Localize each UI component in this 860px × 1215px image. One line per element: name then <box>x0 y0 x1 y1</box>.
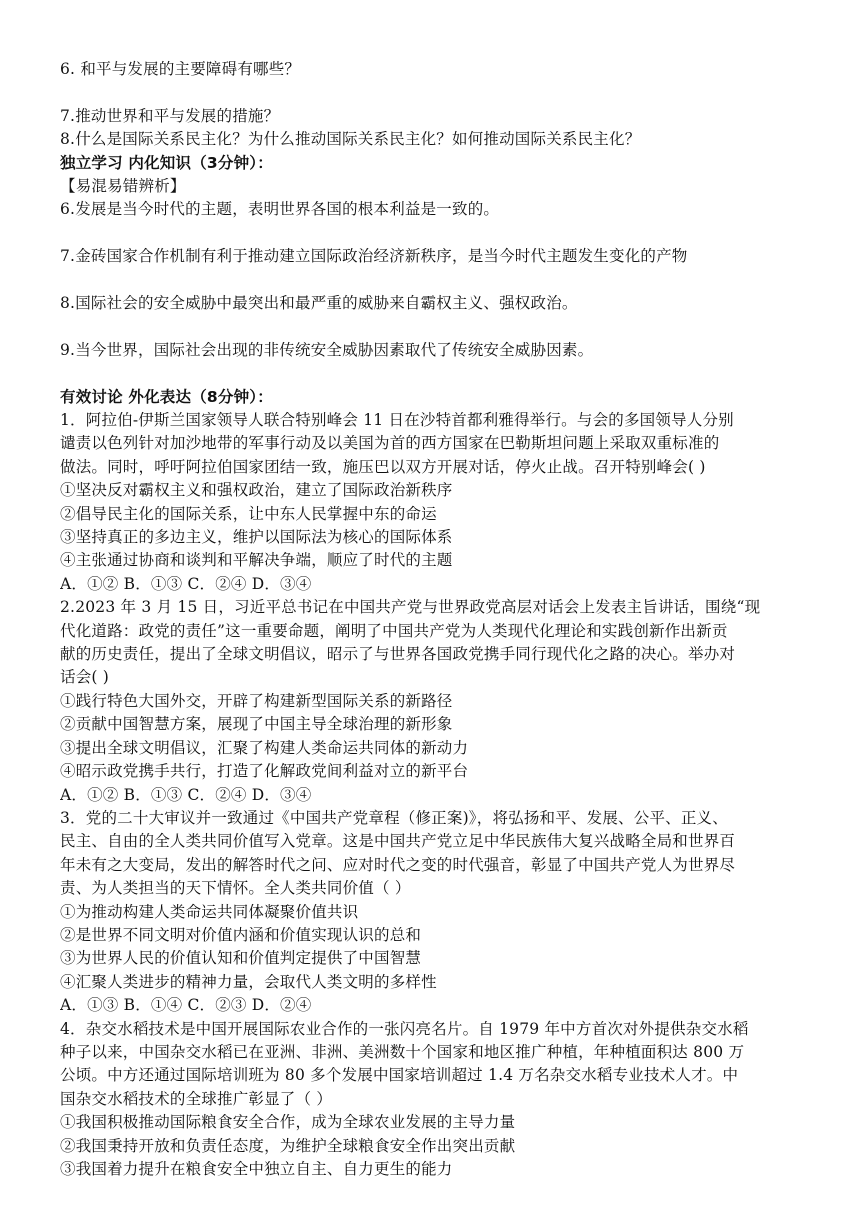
question-option: ②贡献中国智慧方案，展现了中国主导全球治理的新形象 <box>60 715 453 734</box>
section-heading-independent: 独立学习 内化知识（3分钟）： <box>60 153 273 172</box>
question-stem-line: 责、为人类担当的天下情怀。全人类共同价值（ ） <box>60 879 411 898</box>
question-stem-line: 国杂交水稻技术的全球推广彰显了（ ） <box>60 1089 333 1108</box>
question-option: ③提出全球文明倡议，汇聚了构建人类命运共同体的新动力 <box>60 738 469 757</box>
question-option: ④汇聚人类进步的精神力量，会取代人类文明的多样性 <box>60 972 437 991</box>
outline-question-7: 7.推动世界和平与发展的措施？ <box>60 106 280 125</box>
section-subheading: 【易混易错辨析】 <box>60 177 186 196</box>
question-stem-line: 民主、自由的全人类共同价值写入党章。这是中国共产党立足中华民族伟大复兴战略全局和世界百 <box>60 832 736 851</box>
question-option: ①坚决反对霸权主义和强权政治，建立了国际政治新秩序 <box>60 481 453 500</box>
question-option: ①我国积极推动国际粮食安全合作，成为全球农业发展的主导力量 <box>60 1113 516 1132</box>
discern-item-9: 9.当今世界，国际社会出现的非传统安全威胁因素取代了传统安全威胁因素。 <box>60 340 594 359</box>
question-stem-line: 谴责以色列针对加沙地带的军事行动及以美国为首的西方国家在巴勒斯坦问题上采取双重标准的 <box>60 434 720 453</box>
discern-item-6: 6.发展是当今时代的主题，表明世界各国的根本利益是一致的。 <box>60 200 500 219</box>
question-stem-line: 公顷。中方还通过国际培训班为 80 多个发展中国家培训超过 1.4 万名杂交水稻专业技术人才。中 <box>60 1066 739 1085</box>
question-option: ①践行特色大国外交，开辟了构建新型国际关系的新路径 <box>60 691 453 710</box>
question-option: ②倡导民主化的国际关系，让中东人民掌握中东的命运 <box>60 504 437 523</box>
outline-question-8: 8.什么是国际关系民主化？为什么推动国际关系民主化？如何推动国际关系民主化？ <box>60 130 641 149</box>
question-option: ①为推动构建人类命运共同体凝聚价值共识 <box>60 902 359 921</box>
spacer <box>60 315 812 338</box>
answer-choices: A．①② B．①③ C．②④ D．③④ <box>60 785 312 804</box>
answer-choices: A．①② B．①③ C．②④ D．③④ <box>60 574 312 593</box>
section-heading-discussion: 有效讨论 外化表达（8分钟）： <box>60 387 273 406</box>
question-option: ②我国秉持开放和负责任态度，为维护全球粮食安全作出突出贡献 <box>60 1136 516 1155</box>
spacer <box>60 269 812 292</box>
spacer <box>60 222 812 245</box>
question-2 <box>60 596 812 807</box>
document-page <box>60 58 812 1181</box>
outline-question-6: 6. 和平与发展的主要障碍有哪些？ <box>60 60 301 78</box>
question-4 <box>60 1018 812 1182</box>
question-stem-line: 做法。同时，呼吁阿拉伯国家团结一致，施压巴以双方开展对话，停火止战。召开特别峰会( ) <box>60 457 706 476</box>
question-stem-line: 1．阿拉伯-伊斯兰国家领导人联合特别峰会 11 日在沙特首都利雅得举行。与会的多国领导人分别 <box>60 411 734 430</box>
discern-item-8: 8.国际社会的安全威胁中最突出和最严重的威胁来自霸权主义、强权政治。 <box>60 294 578 313</box>
answer-choices: A．①③ B．①④ C．②③ D．②④ <box>60 996 312 1015</box>
question-option: ③坚持真正的多边主义，维护以国际法为核心的国际体系 <box>60 528 453 547</box>
question-stem-line: 4．杂交水稻技术是中国开展国际农业合作的一张闪亮名片。自 1979 年中方首次对外提供杂交水稻 <box>60 1019 749 1038</box>
question-option: ④主张通过协商和谈判和平解决争端，顺应了时代的主题 <box>60 551 453 570</box>
question-stem-line: 2.2023 年 3 月 15 日，习近平总书记在中国共产党与世界政党高层对话会上发表主旨讲话，围绕“现 <box>60 598 761 617</box>
spacer <box>60 81 812 104</box>
question-stem-line: 种子以来，中国杂交水稻已在亚洲、非洲、美洲数十个国家和地区推广种植，年种植面积达 800 万 <box>60 1042 745 1061</box>
spacer <box>60 362 812 385</box>
question-3 <box>60 807 812 1018</box>
question-1 <box>60 409 812 596</box>
question-option: ④昭示政党携手共行，打造了化解政党间利益对立的新平台 <box>60 762 469 781</box>
question-stem-line: 献的历史责任，提出了全球文明倡议，昭示了与世界各国政党携手同行现代化之路的决心。举办对 <box>60 645 736 664</box>
question-option: ③为世界人民的价值认知和价值判定提供了中国智慧 <box>60 949 422 968</box>
question-stem-line: 年未有之大变局，发出的解答时代之问、应对时代之变的时代强音，彰显了中国共产党人为世界尽 <box>60 855 736 874</box>
question-option: ②是世界不同文明对价值内涵和价值实现认识的总和 <box>60 925 422 944</box>
question-stem-line: 代化道路：政党的责任”这一重要命题，阐明了中国共产党为人类现代化理论和实践创新作出新贡 <box>60 621 728 640</box>
question-stem-line: 3．党的二十大审议并一致通过《中国共产党章程（修正案)》，将弘扬和平、发展、公平、正义、 <box>60 808 728 827</box>
question-option: ③我国着力提升在粮食安全中独立自主、自力更生的能力 <box>60 1160 453 1179</box>
question-stem-line: 话会( ) <box>60 668 110 687</box>
discern-item-7: 7.金砖国家合作机制有利于推动建立国际政治经济新秩序，是当今时代主题发生变化的产物 <box>60 247 688 266</box>
